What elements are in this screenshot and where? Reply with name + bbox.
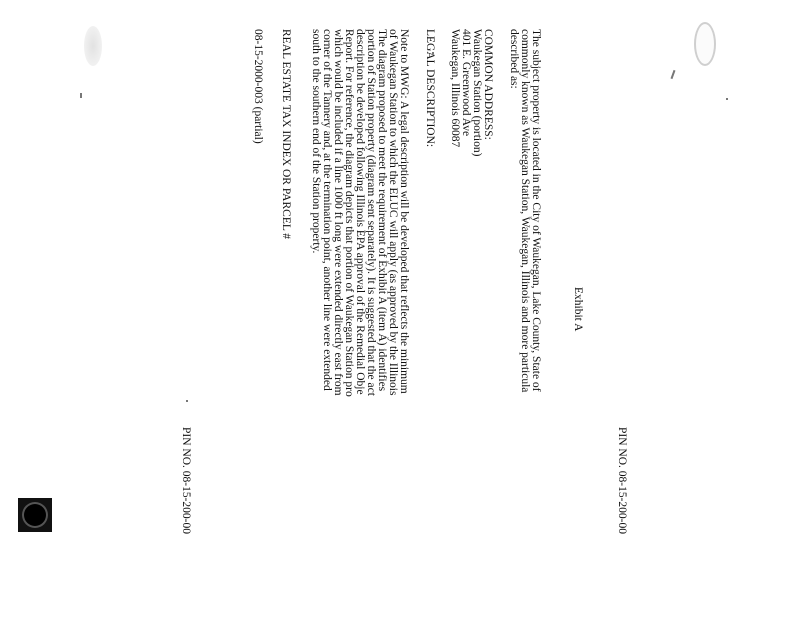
common-address-heading: COMMON ADDRESS:	[482, 29, 494, 140]
scan-speck	[671, 70, 676, 79]
legal-description-line: portion of Station property (diagram sent separately). It is suggested that the act	[365, 29, 377, 396]
legal-description-heading: LEGAL DESCRIPTION:	[424, 29, 436, 148]
punch-hole-shadow	[84, 26, 102, 66]
scan-speck	[726, 98, 728, 100]
legal-description-line: which would be included if a line 1000 ft long were extended directly east from	[332, 29, 344, 396]
pin-number-top: PIN NO. 08-15-200-00	[616, 427, 628, 535]
scan-speck	[80, 93, 82, 98]
tax-index-heading: REAL ESTATE TAX INDEX OR PARCEL #	[280, 29, 292, 240]
tax-index-value: 08-15-2000-003 (partial)	[252, 29, 264, 144]
exhibit-title: Exhibit A	[572, 287, 584, 332]
legal-description-line: description be developed following Illinois EPA approval of the Remedial Obje	[354, 29, 366, 395]
address-line: Waukegan, Illinois 60087	[449, 29, 461, 148]
legal-description-line: south to the southern end of the Station property.	[310, 29, 322, 254]
address-line: 401 E. Greenwood Ave	[460, 29, 472, 137]
legal-description-line: Note to MWG: A legal description will be developed that reflects the minimum	[398, 29, 410, 394]
intro-line: The subject property is located in the City of Waukegan, Lake County, State of	[530, 29, 542, 392]
intro-line: described as:	[508, 29, 520, 89]
legal-description-line: Report. For reference, the diagram depicts that portion of Waukegan Station pro	[343, 29, 355, 397]
punch-hole-outline	[694, 22, 716, 66]
intro-line: commonly known as Waukegan Station, Waukegan, Illinois and more particula	[519, 29, 531, 393]
legal-description-line: of Waukegan Station to which the ELUC will apply (as approved by the Illinois	[387, 29, 399, 396]
address-line: Waukegan Station (portion)	[471, 29, 483, 157]
rotated-document	[165, 29, 635, 589]
binder-hole-mark	[18, 498, 52, 532]
pin-number-bottom: PIN NO. 08-15-200-00	[180, 427, 192, 535]
legal-description-line: corner of the Tannery and, at the termination point, another line were extended	[321, 29, 333, 391]
legal-description-line: The diagram proposed to meet the requirement of Exhibit A (item A) identifies	[376, 29, 388, 392]
